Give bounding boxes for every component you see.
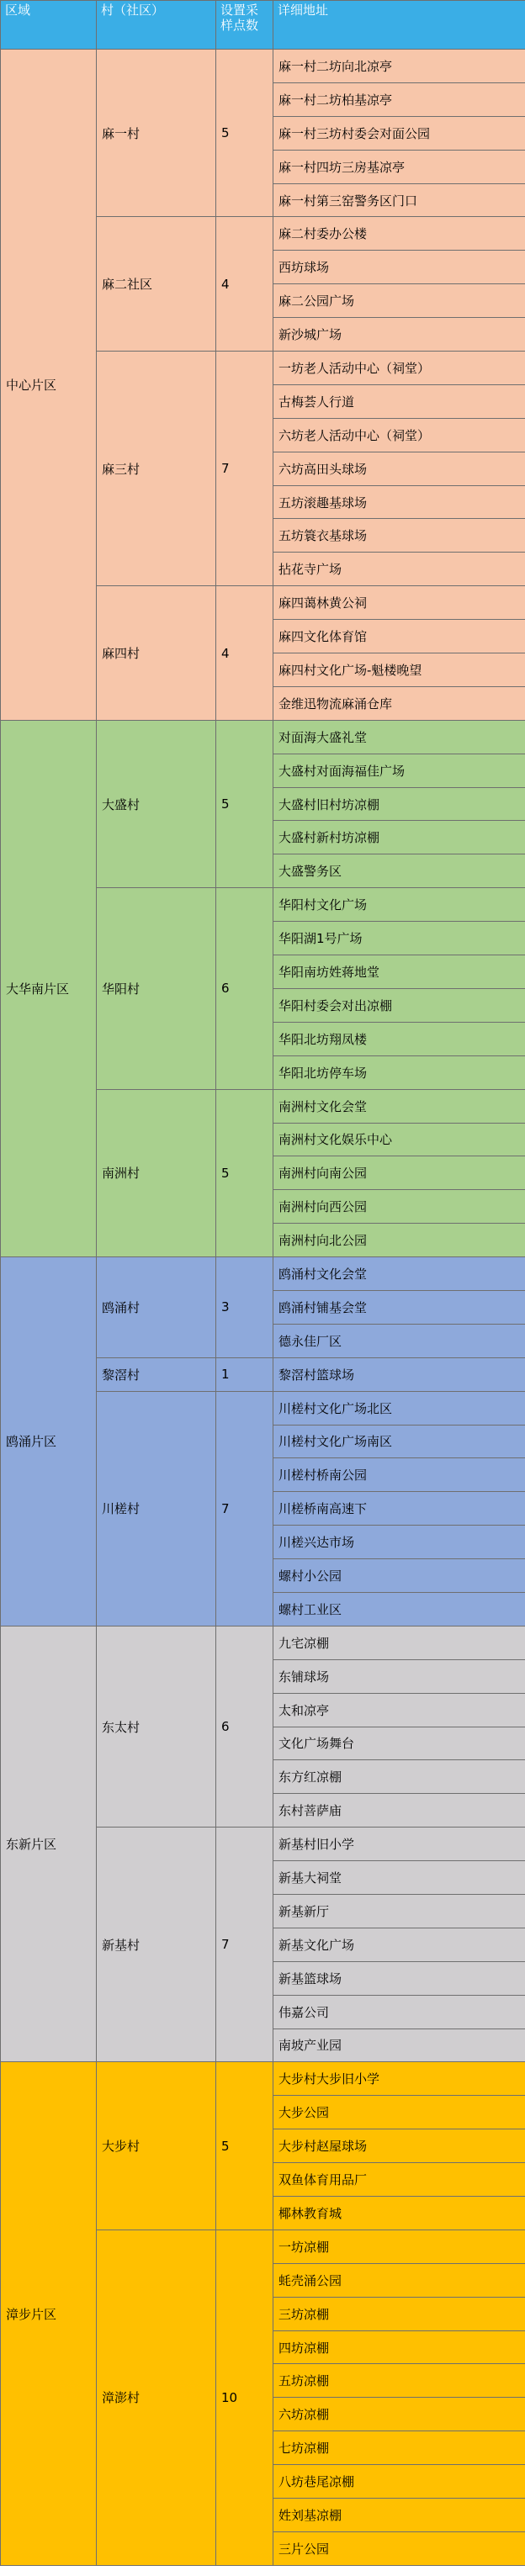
address-cell: 鸥涌村文化会堂 (273, 1257, 525, 1291)
header-village: 村（社区） (97, 1, 216, 50)
address-cell: 六坊凉棚 (273, 2398, 525, 2431)
address-cell: 对面海大盛礼堂 (273, 720, 525, 754)
village-cell: 新基村 (97, 1828, 216, 2062)
address-cell: 麻一村四坊三房基凉亭 (273, 150, 525, 183)
village-cell: 大步村 (97, 2062, 216, 2230)
address-cell: 南洲村向北公园 (273, 1224, 525, 1257)
address-cell: 拈花寺广场 (273, 553, 525, 586)
count-cell: 1 (216, 1357, 273, 1391)
table-row (1, 50, 525, 83)
count-cell: 4 (216, 217, 273, 352)
address-cell: 麻二公园广场 (273, 284, 525, 318)
count-cell: 3 (216, 1257, 273, 1358)
address-cell: 麻四文化体育馆 (273, 620, 525, 653)
address-cell: 南洲村文化会堂 (273, 1089, 525, 1123)
address-cell: 新基大祠堂 (273, 1861, 525, 1895)
address-cell: 南坡产业园 (273, 2029, 525, 2062)
address-cell: 西坊球场 (273, 251, 525, 284)
village-cell: 黎滘村 (97, 1357, 216, 1391)
table-body (1, 50, 525, 2566)
count-cell: 7 (216, 1828, 273, 2062)
address-cell: 伟嘉公司 (273, 1995, 525, 2029)
table-row (1, 720, 525, 754)
address-cell: 姓刘基凉棚 (273, 2499, 525, 2532)
address-cell: 川槎桥南高速下 (273, 1492, 525, 1526)
address-cell: 五坊簑衣基球场 (273, 519, 525, 553)
region-cell: 鸥涌片区 (1, 1257, 97, 1627)
village-cell: 鸥涌村 (97, 1257, 216, 1358)
count-cell: 6 (216, 888, 273, 1089)
address-cell: 鸥涌村铺基会堂 (273, 1290, 525, 1324)
address-cell: 华阳南坊姓蒋地堂 (273, 955, 525, 989)
address-cell: 华阳村文化广场 (273, 888, 525, 922)
address-cell: 东村菩萨庙 (273, 1794, 525, 1828)
header-address: 详细地址 (273, 1, 525, 50)
address-cell: 大盛村新村坊凉棚 (273, 821, 525, 854)
table-row (1, 2062, 525, 2096)
count-cell: 5 (216, 50, 273, 217)
village-cell: 麻四村 (97, 586, 216, 721)
address-cell: 东方红凉棚 (273, 1760, 525, 1794)
address-cell: 南洲村向南公园 (273, 1156, 525, 1190)
address-cell: 五坊滚趣基球场 (273, 485, 525, 519)
address-cell: 七坊凉棚 (273, 2431, 525, 2465)
address-cell: 麻二村委办公楼 (273, 217, 525, 251)
address-cell: 双鱼体育用品厂 (273, 2163, 525, 2197)
address-cell: 文化广场舞台 (273, 1727, 525, 1760)
region-cell: 东新片区 (1, 1626, 97, 2062)
address-cell: 一坊凉棚 (273, 2230, 525, 2263)
count-cell: 5 (216, 720, 273, 887)
header-region: 区域 (1, 1, 97, 50)
address-cell: 川槎村文化广场南区 (273, 1425, 525, 1458)
count-cell: 4 (216, 586, 273, 721)
address-cell: 麻一村第三窑警务区门口 (273, 183, 525, 217)
address-cell: 大步村赵屋球场 (273, 2129, 525, 2163)
address-cell: 新基新厅 (273, 1894, 525, 1928)
address-cell: 黎滘村篮球场 (273, 1357, 525, 1391)
region-cell: 大华南片区 (1, 720, 97, 1256)
address-cell: 麻一村二坊柏基凉亭 (273, 82, 525, 116)
address-cell: 德永佳厂区 (273, 1324, 525, 1357)
table-row (1, 1626, 525, 1659)
address-cell: 大盛警务区 (273, 854, 525, 888)
address-cell: 三坊凉棚 (273, 2297, 525, 2330)
village-cell: 麻三村 (97, 352, 216, 586)
header-count: 设置采样点数 (216, 1, 273, 50)
region-cell: 漳步片区 (1, 2062, 97, 2565)
address-cell: 太和凉亭 (273, 1693, 525, 1727)
address-cell: 新基文化广场 (273, 1928, 525, 1961)
village-cell: 麻二社区 (97, 217, 216, 352)
address-cell: 古梅荟人行道 (273, 384, 525, 418)
address-cell: 华阳湖1号广场 (273, 922, 525, 955)
region-cell: 中心片区 (1, 50, 97, 721)
address-cell: 南洲村文化娱乐中心 (273, 1123, 525, 1156)
village-cell: 川槎村 (97, 1391, 216, 1626)
village-cell: 南洲村 (97, 1089, 216, 1256)
address-cell: 南洲村向西公园 (273, 1190, 525, 1224)
count-cell: 7 (216, 352, 273, 586)
address-cell: 麻四村文化广场-魁楼晚望 (273, 653, 525, 687)
address-cell: 川槎兴达市场 (273, 1526, 525, 1559)
address-cell: 川槎村文化广场北区 (273, 1391, 525, 1425)
address-cell: 六坊老人活动中心（祠堂） (273, 418, 525, 452)
address-cell: 大步村大步旧小学 (273, 2062, 525, 2096)
address-cell: 新基篮球场 (273, 1961, 525, 1995)
address-cell: 九宅凉棚 (273, 1626, 525, 1659)
count-cell: 5 (216, 2062, 273, 2230)
village-cell: 东太村 (97, 1626, 216, 1827)
address-cell: 螺村工业区 (273, 1592, 525, 1626)
address-cell: 大步公园 (273, 2096, 525, 2129)
village-cell: 大盛村 (97, 720, 216, 887)
village-cell: 华阳村 (97, 888, 216, 1089)
address-cell: 蚝壳涌公园 (273, 2263, 525, 2297)
address-cell: 金维迅物流麻涌仓库 (273, 686, 525, 720)
count-cell: 10 (216, 2230, 273, 2565)
address-cell: 四坊凉棚 (273, 2330, 525, 2364)
address-cell: 螺村小公园 (273, 1559, 525, 1593)
address-cell: 六坊高田头球场 (273, 452, 525, 485)
address-cell: 椰林教育城 (273, 2197, 525, 2230)
count-cell: 6 (216, 1626, 273, 1827)
address-cell: 大盛村旧村坊凉棚 (273, 787, 525, 821)
address-cell: 麻一村三坊村委会对面公园 (273, 116, 525, 150)
count-cell: 5 (216, 1089, 273, 1256)
count-cell: 7 (216, 1391, 273, 1626)
address-cell: 新基村旧小学 (273, 1828, 525, 1861)
address-cell: 新沙城广场 (273, 318, 525, 352)
address-cell: 大盛村对面海福佳广场 (273, 754, 525, 787)
address-cell: 川槎村桥南公园 (273, 1458, 525, 1492)
address-cell: 八坊巷尾凉棚 (273, 2465, 525, 2499)
address-cell: 五坊凉棚 (273, 2364, 525, 2398)
address-cell: 东铺球场 (273, 1659, 525, 1693)
header-row (1, 1, 525, 50)
address-cell: 华阳北坊停车场 (273, 1055, 525, 1089)
address-cell: 麻四蔼林黄公祠 (273, 586, 525, 620)
address-cell: 三片公园 (273, 2531, 525, 2565)
village-cell: 漳澎村 (97, 2230, 216, 2565)
address-cell: 一坊老人活动中心（祠堂） (273, 352, 525, 385)
address-cell: 麻一村二坊向北凉亭 (273, 50, 525, 83)
table-row (1, 1257, 525, 1291)
address-cell: 华阳村委会对出凉棚 (273, 988, 525, 1022)
address-cell: 华阳北坊翔凤楼 (273, 1022, 525, 1055)
village-cell: 麻一村 (97, 50, 216, 217)
